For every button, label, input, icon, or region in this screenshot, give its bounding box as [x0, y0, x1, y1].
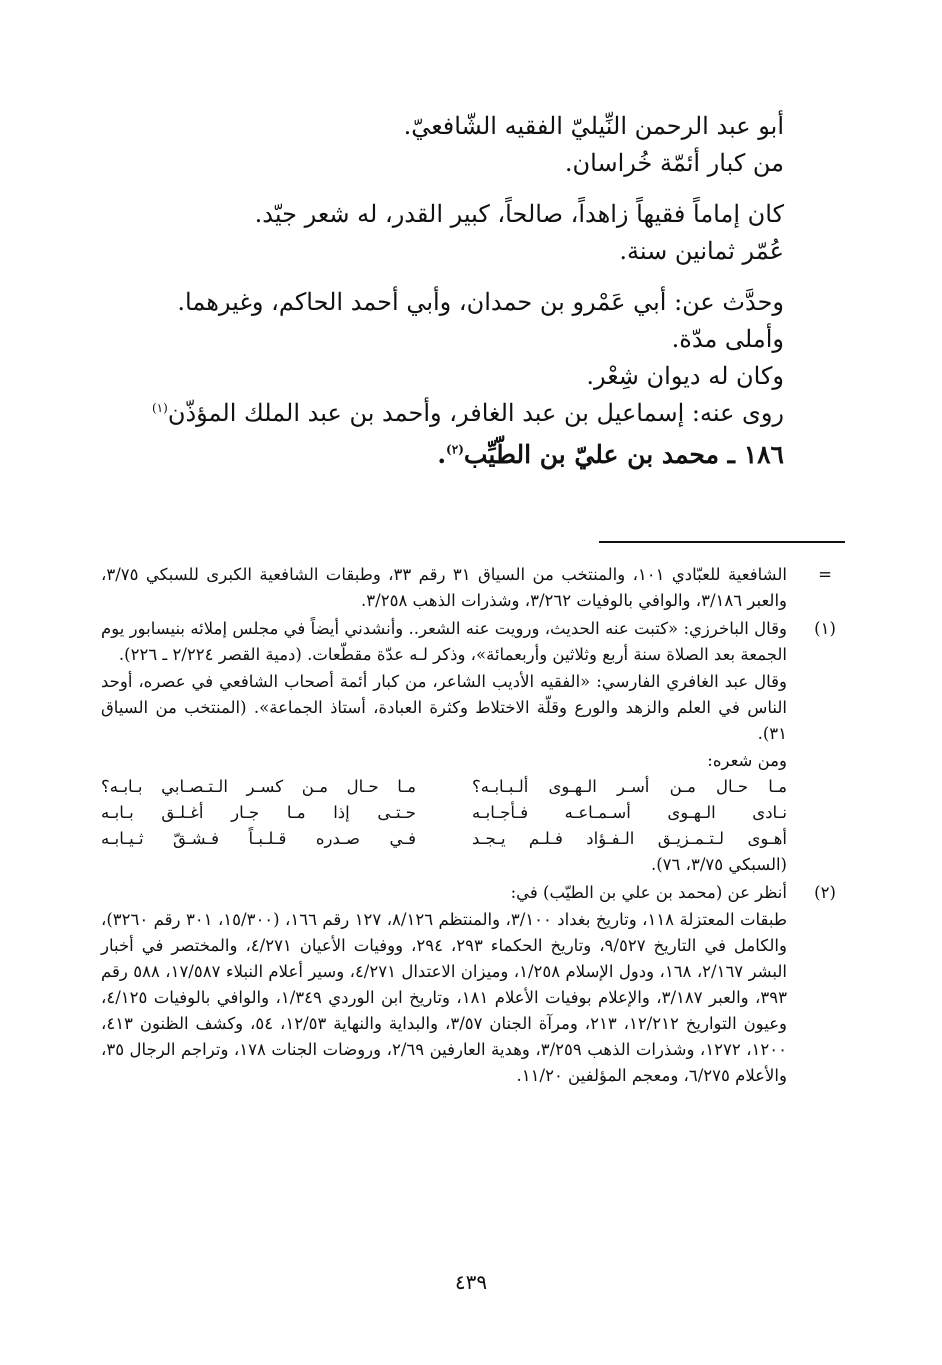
main-line-2: من كبار أئمّة خُراسان. — [564, 149, 784, 177]
main-line-3: كان إماماً فقيهاً زاهداً، صالحاً، كبير القدر، له شعر جيّد. — [254, 200, 784, 228]
main-line-8-text: روى عنه: إسماعيل بن عبد الغافر، وأحمد بن عبد الملك المؤذّن — [167, 399, 784, 427]
footnote-separator — [599, 541, 845, 543]
main-line-4: عُمّر ثمانين سنة. — [619, 237, 784, 265]
poem-verse — [101, 826, 787, 852]
poem-verse — [101, 774, 787, 800]
footnote-1-para-1: وقال الباخرزي: «كتبت عنه الحديث، ورويت عنه الشعر.. وأنشدني أيضاً في مجلس إملائه بنيسابور يوم الجمعة بعد الصلاة سنة أربع وثلاثين وأربعمائة»، وذكر لـه عدّة مقطّعات. (دمية القصر ٢/٢٢٤ ـ ٢٢٦). — [101, 619, 787, 664]
poem-verse — [101, 800, 787, 826]
footnote-2-intro: أنظر عن (محمد بن علي بن الطيّب) في: — [510, 883, 787, 902]
entry-heading — [144, 436, 784, 473]
footnote-continuation — [101, 562, 845, 614]
poem-hemistich-second: حـتـى إذا مـا جـار أغـلـق بـابـه — [101, 803, 416, 822]
footnotes — [101, 562, 845, 1089]
main-text — [144, 108, 784, 473]
entry-heading-end: . — [437, 440, 447, 469]
page-number: ٤٣٩ — [454, 1270, 488, 1294]
footnote-ref-1: (١) — [151, 401, 168, 415]
poem-hemistich-second: فـي صـدره قـلـبـاً فـشـقّ ثـيـابـه — [101, 829, 416, 848]
footnote-2 — [101, 880, 845, 1089]
footnote-2-sources: طبقات المعتزلة ١١٨، وتاريخ بغداد ٣/١٠٠، والمنتظم ٨/١٢٦، ١٢٧ رقم ١٦٦، (١٥/٣٠٠، ٣٠١ رقم ٣٢٦٠)، والكامل في التاريخ ٩/٥٢٧، وتاريخ الحكماء ٢٩٣، ٢٩٤، ووفيات الأعيان ٤/٢٧١، والمختصر في أخبار البشر ٢/١٦٧، ١٦٨، ودول الإسلام ١/٢٥٨، وميزان الاعتدال ٤/٢٧١، وسير أعلام النبلاء ١٧/٥٨٧، ٥٨٨ رقم ٣٩٣، والعبر ٣/١٨٧، والإعلام بوفيات الأعلام ١٨١، وتاريخ ابن الوردي ١/٣٤٩، والوافي بالوفيات ٤/١٢٥، وعيون التواريخ ١٢/٢١٢، ٢١٣، ومرآة الجنان ٣/٥٧، والبداية والنهاية ١٢/٥٣، ٥٤، وكشف الظنون ٤١٣، ١٢٠٠، ١٢٧٢، وشذرات الذهب ٣/٢٥٩، وهدية العارفين ٢/٦٩، وروضات الجنات ١٧٨، وتراجم الرجال ٣٥، والأعلام ٦/٢٧٥، ومعجم المؤلفين ١١/٢٠. — [101, 910, 788, 1085]
main-line-5: وحدَّث عن: أبي عَمْرو بن حمدان، وأبي أحمد الحاكم، وغيرهما. — [177, 288, 784, 316]
poem-hemistich-first: مـا حـال مـن أسـر الـهـوى ألـبـابـه؟ — [472, 777, 787, 796]
footnote-1-marker: (١) — [814, 619, 836, 638]
footnote-ref-2: (٢) — [446, 442, 464, 457]
poem-hemistich-second: مـا حـال مـن كسـر الـتـصـابي بـابـه؟ — [101, 777, 416, 796]
main-line-8 — [144, 395, 784, 432]
poem-intro: ومن شعره: — [707, 751, 787, 770]
poem — [101, 774, 787, 852]
main-line-7: وكان له ديوان شِعْر. — [586, 362, 784, 390]
footnote-continuation-text: الشافعية للعبّادي ١٠١، والمنتخب من السياق ٣١ رقم ٣٣، وطبقات الشافعية الكبرى للسبكي ٣/٧٥، والعبر ٣/١٨٦، والوافي بالوفيات ٣/٢٦٢، وشذرات الذهب ٣/٢٥٨. — [101, 565, 787, 610]
footnote-1-para-2: وقال عبد الغافري الفارسي: «الفقيه الأديب الشاعر، من كبار أئمة أصحاب الشافعي في عصره، أوحد الناس في العلم والزهد والورع وقلّة الاختلاط وكثرة العبادة، أستاذ الجماعة». (المنتخب من السياق ٣١). — [101, 672, 787, 743]
main-line-6: وأملى مدّة. — [671, 325, 784, 353]
main-line-1: أبو عبد الرحمن النِّيليّ الفقيه الشّافعيّ. — [403, 112, 784, 140]
poem-source: (السبكي ٣/٧٥، ٧٦). — [650, 855, 787, 874]
footnote-continuation-marker: = — [818, 565, 832, 584]
footnote-1 — [101, 616, 845, 878]
footnote-2-marker: (٢) — [814, 883, 836, 902]
poem-hemistich-first: نـادى الـهـوى أسـمـاعـه فـأجـابـه — [472, 803, 787, 822]
poem-hemistich-first: أهـوى لـتـمـزيـق الـفـؤاد فـلـم يـجـد — [472, 829, 787, 848]
entry-heading-text: ١٨٦ ـ محمد بن عليّ بن الطّيِّب — [463, 440, 784, 469]
